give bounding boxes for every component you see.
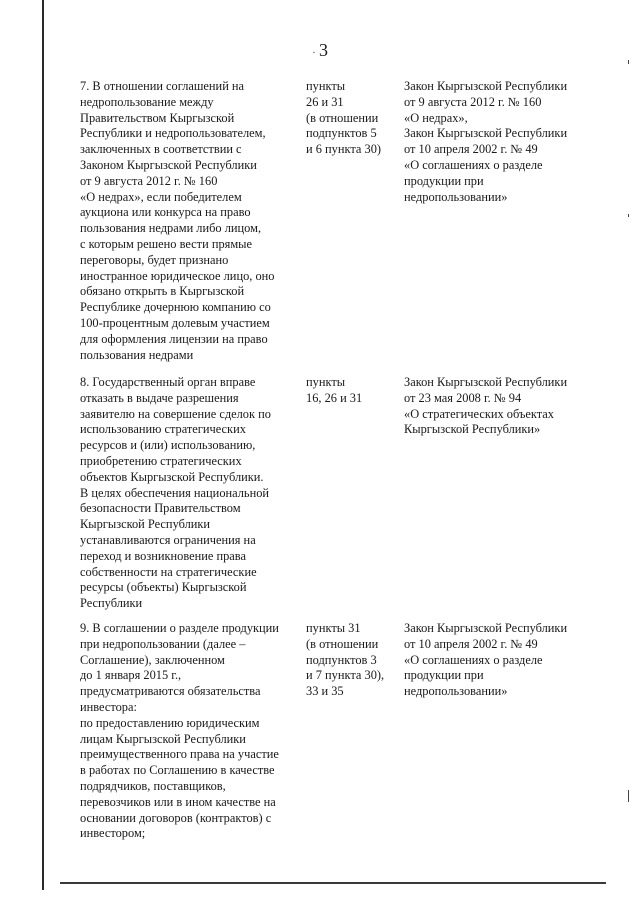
law-reference: Закон Кыргызской Республики от 23 мая 2008 г. № 94 «О стратегических объектах Кыргызской Республики»	[404, 375, 568, 437]
scan-speck	[628, 790, 629, 802]
provision-text: 9. В соглашении о разделе продукции при недропользовании (далее – Соглашение), заключенном до 1 января 2015 г., предусматриваются обязательства инвестора: по предоставлению юридическим лицам Кыргызской Республики преимущественного права на участие в работах по Соглашению в качестве подрядчиков, поставщиков, перевозчиков или в ином качестве на основании договоров (контрактов) с инвестором;	[80, 621, 279, 841]
provision-text: 8. Государственный орган вправе отказать в выдаче разрешения заявителю на совершение сделок по использованию стратегических ресурсов и (или) использованию, приобретению стратегических объектов Кыргызской Республики. В целях обеспечения национальной безопасности Правительством Кыргызской Республики устанавливаются ограничения на переход и возникновение права собственности на стратегические ресурсы (объекты) Кыргызской Республики	[80, 375, 271, 611]
law-reference: Закон Кыргызской Республики от 10 апреля 2002 г. № 49 «О соглашениях о разделе продукции при недропользовании»	[404, 621, 568, 699]
page-number	[312, 40, 328, 61]
page-number-value: 3	[319, 40, 328, 60]
page-number-prefix: ·	[312, 45, 316, 59]
provision-text: 7. В отношении соглашений на недропользование между Правительством Кыргызской Республики и недропользователем, заключенных в соответствии с Законом Кыргызской Республики от 9 августа 2012 г. № 160 «О недрах», если победителем аукциона или конкурса на право пользования недрами либо лицом, с которым решено вести прямые переговоры, будет признано иностранное юридическое лицо, оно обязано открыть в Кыргызской Республике дочернюю компанию со 100-процентным долевым участием для оформления лицензии на право пользования недрами	[80, 79, 275, 362]
page-bottom-border-line	[60, 882, 606, 884]
points-reference: пункты 26 и 31 (в отношении подпунктов 5 и 6 пункта 30)	[306, 79, 382, 157]
scan-speck	[628, 214, 629, 217]
page-left-border-line	[42, 0, 44, 890]
points-reference: пункты 31 (в отношении подпунктов 3 и 7 пункта 30), 33 и 35	[306, 621, 385, 699]
scan-speck	[628, 60, 629, 64]
law-reference: Закон Кыргызской Республики от 9 августа 2012 г. № 160 «О недрах», Закон Кыргызской Республики от 10 апреля 2002 г. № 49 «О соглашениях о разделе продукции при недропользовании»	[404, 79, 568, 204]
points-reference: пункты 16, 26 и 31	[306, 375, 363, 405]
